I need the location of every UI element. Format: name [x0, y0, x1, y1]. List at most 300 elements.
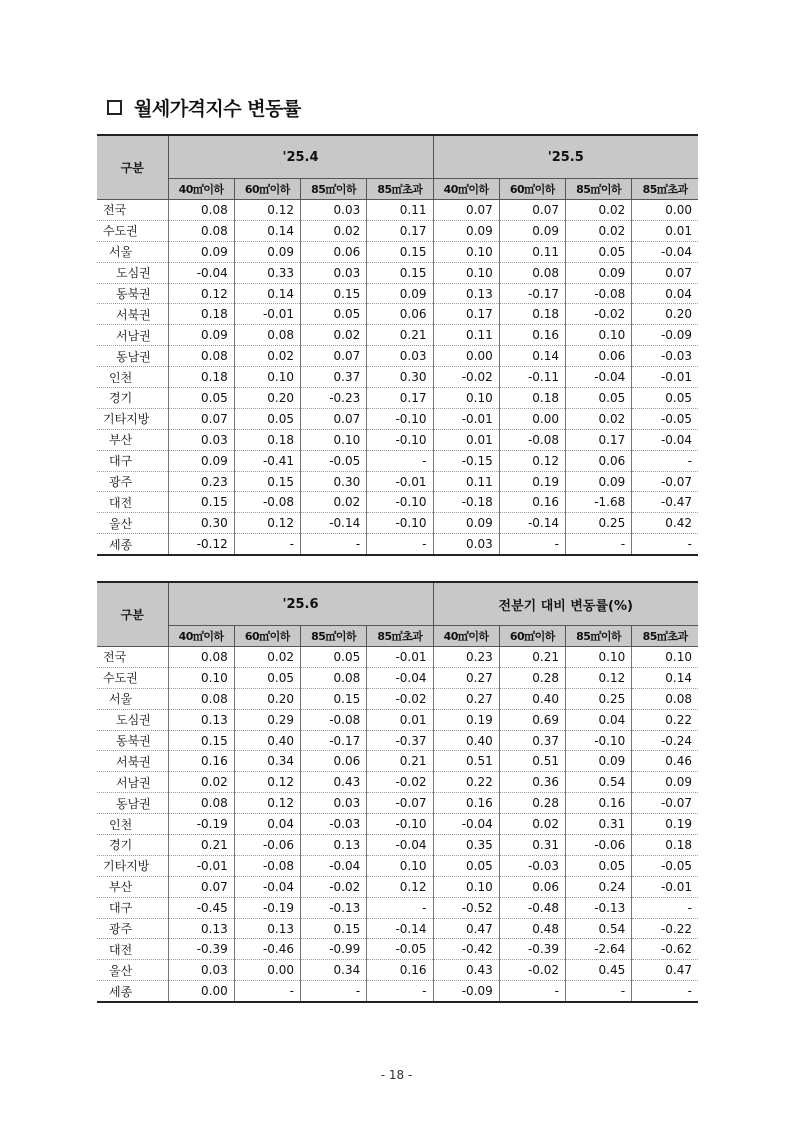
value-cell: 0.06 [301, 751, 367, 772]
value-cell: 0.16 [566, 793, 632, 814]
value-cell: 0.19 [499, 471, 565, 492]
value-cell: -1.68 [566, 492, 632, 513]
table-row [97, 939, 698, 960]
period-header-b: '25.5 [433, 135, 698, 179]
value-cell: 0.11 [433, 471, 499, 492]
value-cell: -0.46 [234, 939, 300, 960]
value-cell: -0.10 [566, 730, 632, 751]
value-cell: - [301, 981, 367, 1002]
size-header: 85㎡초과 [632, 626, 698, 647]
size-header: 85㎡초과 [632, 179, 698, 200]
region-name: 동남권 [97, 793, 168, 814]
size-header: 40㎡이하 [168, 179, 234, 200]
value-cell: 0.12 [168, 283, 234, 304]
value-cell: -0.14 [301, 513, 367, 534]
value-cell: 0.30 [301, 471, 367, 492]
value-cell: 0.13 [168, 709, 234, 730]
value-cell: -0.04 [632, 241, 698, 262]
value-cell: 0.06 [367, 304, 433, 325]
value-cell: 0.10 [566, 647, 632, 668]
value-cell: -0.39 [168, 939, 234, 960]
value-cell: - [566, 981, 632, 1002]
size-header: 85㎡초과 [367, 626, 433, 647]
value-cell: - [632, 897, 698, 918]
value-cell: 0.11 [367, 200, 433, 221]
region-name: 도심권 [97, 262, 168, 283]
size-header: 85㎡이하 [566, 179, 632, 200]
table-row [97, 918, 698, 939]
value-cell: -0.02 [367, 688, 433, 709]
value-cell: 0.10 [566, 325, 632, 346]
value-cell: -0.18 [433, 492, 499, 513]
value-cell: 0.47 [632, 960, 698, 981]
value-cell: 0.06 [566, 346, 632, 367]
value-cell: 0.02 [234, 346, 300, 367]
value-cell: 0.07 [433, 200, 499, 221]
value-cell: -0.52 [433, 897, 499, 918]
value-cell: 0.21 [367, 325, 433, 346]
value-cell: - [632, 450, 698, 471]
size-header: 40㎡이하 [168, 626, 234, 647]
value-cell: 0.02 [301, 220, 367, 241]
value-cell: 0.07 [301, 346, 367, 367]
value-cell: -0.06 [234, 835, 300, 856]
value-cell: 0.03 [301, 793, 367, 814]
value-cell: 0.20 [632, 304, 698, 325]
value-cell: 0.24 [566, 876, 632, 897]
value-cell: -0.02 [499, 960, 565, 981]
value-cell: 0.40 [499, 688, 565, 709]
value-cell: -0.01 [367, 647, 433, 668]
table-row [97, 534, 698, 555]
region-name: 인천 [97, 367, 168, 388]
region-name: 동북권 [97, 730, 168, 751]
region-name: 서북권 [97, 304, 168, 325]
table-row [97, 709, 698, 730]
table-row [97, 388, 698, 409]
value-cell: 0.30 [168, 513, 234, 534]
value-cell: -0.05 [632, 855, 698, 876]
value-cell: 0.16 [367, 960, 433, 981]
value-cell: -0.17 [301, 730, 367, 751]
table-row [97, 220, 698, 241]
table-row [97, 667, 698, 688]
table-row [97, 241, 698, 262]
value-cell: - [499, 534, 565, 555]
value-cell: -0.10 [367, 429, 433, 450]
value-cell: -0.02 [301, 876, 367, 897]
value-cell: -0.10 [367, 492, 433, 513]
value-cell: 0.35 [433, 835, 499, 856]
checkbox-square-icon [107, 100, 122, 115]
value-cell: 0.01 [632, 220, 698, 241]
region-name: 기타지방 [97, 408, 168, 429]
value-cell: 0.10 [433, 262, 499, 283]
value-cell: 0.54 [566, 918, 632, 939]
region-name: 서남권 [97, 325, 168, 346]
region-name: 전국 [97, 200, 168, 221]
value-cell: 0.03 [433, 534, 499, 555]
value-cell: 0.10 [234, 367, 300, 388]
table-row [97, 772, 698, 793]
value-cell: 0.51 [433, 751, 499, 772]
value-cell: 0.27 [433, 688, 499, 709]
value-cell: 0.16 [433, 793, 499, 814]
region-name: 부산 [97, 876, 168, 897]
value-cell: -0.01 [632, 367, 698, 388]
region-name: 대전 [97, 492, 168, 513]
region-name: 도심권 [97, 709, 168, 730]
value-cell: -0.01 [632, 876, 698, 897]
value-cell: -0.41 [234, 450, 300, 471]
value-cell: - [301, 534, 367, 555]
value-cell: 0.12 [234, 772, 300, 793]
table-row [97, 751, 698, 772]
value-cell: 0.23 [168, 471, 234, 492]
value-cell: -0.37 [367, 730, 433, 751]
value-cell: -0.08 [301, 709, 367, 730]
value-cell: 0.14 [632, 667, 698, 688]
value-cell: 0.40 [433, 730, 499, 751]
value-cell: - [234, 981, 300, 1002]
value-cell: 0.08 [168, 346, 234, 367]
value-cell: 0.04 [566, 709, 632, 730]
value-cell: 0.21 [367, 751, 433, 772]
value-cell: 0.15 [234, 471, 300, 492]
value-cell: 0.17 [367, 388, 433, 409]
value-cell: 0.16 [168, 751, 234, 772]
value-cell: 0.18 [168, 367, 234, 388]
value-cell: 0.69 [499, 709, 565, 730]
value-cell: 0.05 [301, 647, 367, 668]
value-cell: 0.02 [566, 200, 632, 221]
value-cell: 0.07 [301, 408, 367, 429]
page-title [107, 92, 301, 122]
value-cell: 0.18 [234, 429, 300, 450]
value-cell: 0.27 [433, 667, 499, 688]
value-cell: - [367, 897, 433, 918]
value-cell: 0.21 [499, 647, 565, 668]
value-cell: 0.09 [234, 241, 300, 262]
value-cell: -0.99 [301, 939, 367, 960]
row-header-cell: 구분 [97, 135, 168, 200]
region-name: 대구 [97, 450, 168, 471]
value-cell: 0.02 [168, 772, 234, 793]
region-name: 인천 [97, 814, 168, 835]
value-cell: 0.09 [168, 325, 234, 346]
value-cell: 0.34 [301, 960, 367, 981]
region-name: 대구 [97, 897, 168, 918]
value-cell: -0.09 [632, 325, 698, 346]
value-cell: - [367, 534, 433, 555]
value-cell: 0.43 [301, 772, 367, 793]
value-cell: -0.04 [632, 429, 698, 450]
value-cell: -0.08 [234, 855, 300, 876]
value-cell: 0.25 [566, 688, 632, 709]
value-cell: 0.08 [168, 793, 234, 814]
rent-index-table-2 [97, 581, 698, 1003]
value-cell: 0.15 [168, 730, 234, 751]
table-row [97, 471, 698, 492]
table-row [97, 513, 698, 534]
value-cell: -0.11 [499, 367, 565, 388]
value-cell: -0.24 [632, 730, 698, 751]
value-cell: 0.03 [367, 346, 433, 367]
size-header: 85㎡이하 [301, 626, 367, 647]
value-cell: -0.01 [367, 471, 433, 492]
value-cell: -0.07 [632, 793, 698, 814]
table-row [97, 876, 698, 897]
value-cell: 0.11 [499, 241, 565, 262]
value-cell: -0.01 [234, 304, 300, 325]
value-cell: 0.12 [234, 793, 300, 814]
value-cell: 0.00 [433, 346, 499, 367]
value-cell: 0.37 [499, 730, 565, 751]
value-cell: 0.17 [566, 429, 632, 450]
value-cell: 0.03 [301, 262, 367, 283]
value-cell: - [566, 534, 632, 555]
value-cell: 0.18 [499, 388, 565, 409]
region-name: 서울 [97, 688, 168, 709]
value-cell: -0.02 [433, 367, 499, 388]
value-cell: 0.30 [367, 367, 433, 388]
value-cell: 0.28 [499, 793, 565, 814]
value-cell: - [367, 981, 433, 1002]
value-cell: 0.02 [566, 220, 632, 241]
value-cell: 0.11 [433, 325, 499, 346]
region-name: 동북권 [97, 283, 168, 304]
table-row [97, 981, 698, 1002]
value-cell: 0.15 [367, 241, 433, 262]
value-cell: -0.12 [168, 534, 234, 555]
region-name: 세종 [97, 981, 168, 1002]
value-cell: -0.19 [234, 897, 300, 918]
value-cell: -0.03 [301, 814, 367, 835]
value-cell: 0.10 [433, 241, 499, 262]
table-row [97, 304, 698, 325]
value-cell: 0.09 [168, 241, 234, 262]
value-cell: -0.08 [566, 283, 632, 304]
value-cell: 0.14 [499, 346, 565, 367]
value-cell: -0.04 [566, 367, 632, 388]
region-name: 부산 [97, 429, 168, 450]
region-name: 수도권 [97, 667, 168, 688]
value-cell: 0.02 [234, 647, 300, 668]
value-cell: 0.01 [433, 429, 499, 450]
value-cell: - [234, 534, 300, 555]
value-cell: 0.48 [499, 918, 565, 939]
region-name: 경기 [97, 388, 168, 409]
value-cell: 0.08 [632, 688, 698, 709]
value-cell: -0.45 [168, 897, 234, 918]
size-header: 40㎡이하 [433, 626, 499, 647]
value-cell: -0.04 [234, 876, 300, 897]
page-title-text: 월세가격지수 변동률 [134, 97, 301, 120]
value-cell: 0.14 [234, 283, 300, 304]
value-cell: 0.00 [168, 981, 234, 1002]
value-cell: 0.46 [632, 751, 698, 772]
value-cell: 0.12 [234, 200, 300, 221]
region-name: 동남권 [97, 346, 168, 367]
value-cell: -0.05 [632, 408, 698, 429]
table-row [97, 429, 698, 450]
value-cell: -0.07 [367, 793, 433, 814]
value-cell: 0.25 [566, 513, 632, 534]
table-row [97, 688, 698, 709]
value-cell: 0.06 [499, 876, 565, 897]
table-row [97, 492, 698, 513]
value-cell: -0.07 [632, 471, 698, 492]
region-name: 울산 [97, 960, 168, 981]
value-cell: 0.37 [301, 367, 367, 388]
value-cell: 0.21 [168, 835, 234, 856]
value-cell: -0.01 [433, 408, 499, 429]
value-cell: 0.02 [301, 325, 367, 346]
region-name: 울산 [97, 513, 168, 534]
value-cell: -0.22 [632, 918, 698, 939]
value-cell: 0.14 [234, 220, 300, 241]
table-row [97, 835, 698, 856]
value-cell: 0.47 [433, 918, 499, 939]
value-cell: 0.05 [301, 304, 367, 325]
value-cell: -0.04 [168, 262, 234, 283]
value-cell: 0.12 [234, 513, 300, 534]
value-cell: 0.05 [566, 241, 632, 262]
value-cell: 0.15 [367, 262, 433, 283]
value-cell: - [632, 534, 698, 555]
value-cell: -0.15 [433, 450, 499, 471]
value-cell: 0.10 [433, 388, 499, 409]
value-cell: 0.07 [499, 200, 565, 221]
value-cell: 0.42 [632, 513, 698, 534]
value-cell: 0.10 [168, 667, 234, 688]
value-cell: -0.04 [301, 855, 367, 876]
value-cell: - [632, 981, 698, 1002]
value-cell: 0.07 [632, 262, 698, 283]
value-cell: 0.09 [367, 283, 433, 304]
value-cell: 0.36 [499, 772, 565, 793]
value-cell: 0.17 [367, 220, 433, 241]
region-name: 경기 [97, 835, 168, 856]
region-name: 기타지방 [97, 855, 168, 876]
value-cell: 0.51 [499, 751, 565, 772]
value-cell: 0.12 [499, 450, 565, 471]
value-cell: 0.03 [168, 960, 234, 981]
value-cell: 0.23 [433, 647, 499, 668]
size-header: 60㎡이하 [499, 626, 565, 647]
value-cell: 0.13 [301, 835, 367, 856]
value-cell: 0.13 [433, 283, 499, 304]
value-cell: 0.09 [499, 220, 565, 241]
size-header: 60㎡이하 [234, 179, 300, 200]
value-cell: -0.09 [433, 981, 499, 1002]
value-cell: -0.08 [234, 492, 300, 513]
value-cell: -0.10 [367, 513, 433, 534]
value-cell: 0.16 [499, 325, 565, 346]
value-cell: - [367, 450, 433, 471]
value-cell: 0.43 [433, 960, 499, 981]
value-cell: 0.07 [168, 408, 234, 429]
region-name: 전국 [97, 647, 168, 668]
table-row [97, 200, 698, 221]
value-cell: -0.39 [499, 939, 565, 960]
table-row [97, 793, 698, 814]
value-cell: -0.02 [367, 772, 433, 793]
value-cell: 0.09 [632, 772, 698, 793]
value-cell: -0.42 [433, 939, 499, 960]
value-cell: 0.06 [301, 241, 367, 262]
value-cell: 0.04 [632, 283, 698, 304]
region-name: 서남권 [97, 772, 168, 793]
value-cell: 0.02 [499, 814, 565, 835]
value-cell: -0.04 [367, 667, 433, 688]
table-row [97, 262, 698, 283]
size-header: 85㎡이하 [301, 179, 367, 200]
value-cell: 0.05 [168, 388, 234, 409]
value-cell: 0.05 [566, 388, 632, 409]
value-cell: 0.00 [632, 200, 698, 221]
value-cell: 0.33 [234, 262, 300, 283]
value-cell: 0.04 [234, 814, 300, 835]
value-cell: 0.54 [566, 772, 632, 793]
value-cell: 0.08 [499, 262, 565, 283]
value-cell: 0.08 [168, 688, 234, 709]
value-cell: 0.08 [168, 220, 234, 241]
period-header-a: '25.6 [168, 582, 433, 626]
region-name: 서북권 [97, 751, 168, 772]
value-cell: -0.05 [301, 450, 367, 471]
size-header: 40㎡이하 [433, 179, 499, 200]
value-cell: 0.22 [632, 709, 698, 730]
value-cell: -0.03 [632, 346, 698, 367]
value-cell: 0.03 [168, 429, 234, 450]
value-cell: 0.05 [234, 667, 300, 688]
period-header-a: '25.4 [168, 135, 433, 179]
table-row [97, 960, 698, 981]
value-cell: 0.05 [234, 408, 300, 429]
value-cell: 0.31 [499, 835, 565, 856]
region-name: 서울 [97, 241, 168, 262]
size-header: 85㎡초과 [367, 179, 433, 200]
value-cell: 0.08 [234, 325, 300, 346]
table-row [97, 855, 698, 876]
value-cell: 0.10 [433, 876, 499, 897]
size-header: 60㎡이하 [499, 179, 565, 200]
period-header-b: 전분기 대비 변동률(%) [433, 582, 698, 626]
value-cell: 0.19 [433, 709, 499, 730]
value-cell: 0.13 [168, 918, 234, 939]
region-name: 광주 [97, 918, 168, 939]
table-row [97, 367, 698, 388]
value-cell: -0.01 [168, 855, 234, 876]
region-name: 광주 [97, 471, 168, 492]
value-cell: 0.05 [632, 388, 698, 409]
value-cell: -0.06 [566, 835, 632, 856]
value-cell: -0.19 [168, 814, 234, 835]
value-cell: 0.13 [234, 918, 300, 939]
value-cell: 0.03 [301, 200, 367, 221]
rent-index-table-1 [97, 134, 698, 556]
size-header: 85㎡이하 [566, 626, 632, 647]
value-cell: 0.10 [632, 647, 698, 668]
value-cell: 0.05 [433, 855, 499, 876]
value-cell: 0.07 [168, 876, 234, 897]
value-cell: 0.06 [566, 450, 632, 471]
value-cell: -0.23 [301, 388, 367, 409]
value-cell: -0.14 [367, 918, 433, 939]
value-cell: -0.17 [499, 283, 565, 304]
value-cell: 0.20 [234, 388, 300, 409]
